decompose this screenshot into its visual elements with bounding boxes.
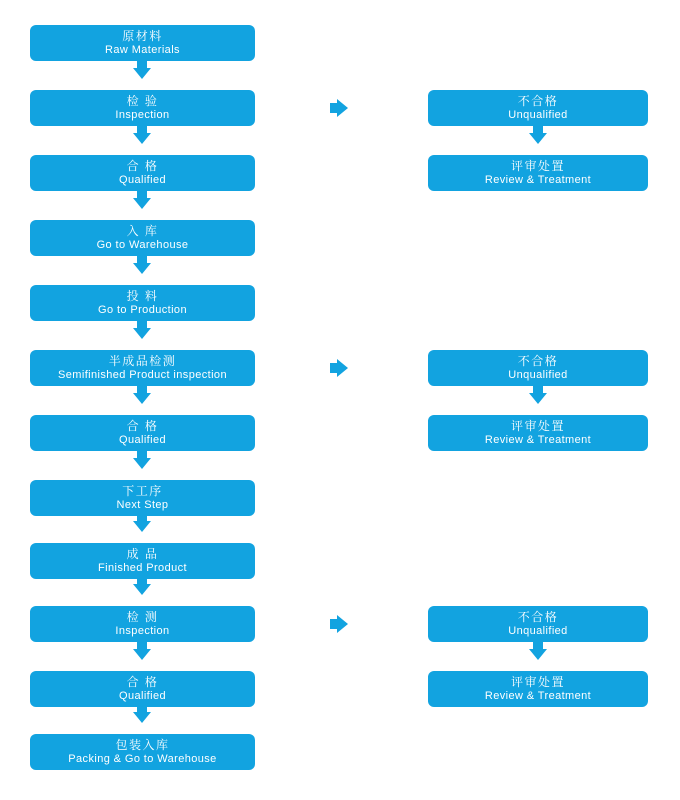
node-label-en: Review & Treatment bbox=[484, 433, 592, 446]
branch-node-4 bbox=[428, 415, 648, 451]
process-node-6 bbox=[30, 350, 255, 386]
node-label-en: Review & Treatment bbox=[484, 689, 592, 702]
process-node-1 bbox=[30, 25, 255, 61]
node-label-en: Unqualified bbox=[508, 624, 568, 637]
node-label-cn: 半成品检测 bbox=[108, 353, 177, 368]
process-node-5 bbox=[30, 285, 255, 321]
node-label-en: Next Step bbox=[116, 498, 169, 511]
node-label-en: Finished Product bbox=[98, 561, 187, 574]
branch-node-1 bbox=[428, 90, 648, 126]
node-label-cn: 成 品 bbox=[126, 546, 159, 561]
process-node-4 bbox=[30, 220, 255, 256]
node-label-en: Qualified bbox=[118, 689, 166, 702]
node-label-en: Qualified bbox=[118, 173, 166, 186]
node-label-en: Semifinished Product inspection bbox=[58, 368, 227, 381]
node-label-cn: 投 料 bbox=[126, 288, 159, 303]
node-label-cn: 不合格 bbox=[517, 93, 559, 108]
process-node-8 bbox=[30, 480, 255, 516]
node-label-en: Raw Materials bbox=[105, 43, 180, 56]
node-label-cn: 下工序 bbox=[122, 483, 163, 498]
branch-node-3 bbox=[428, 350, 648, 386]
node-label-cn: 原材料 bbox=[122, 28, 163, 43]
node-label-en: Packing & Go to Warehouse bbox=[68, 752, 217, 765]
node-label-cn: 评审处置 bbox=[510, 418, 565, 433]
node-label-en: Inspection bbox=[115, 624, 170, 637]
node-label-en: Review & Treatment bbox=[484, 173, 592, 186]
node-label-cn: 评审处置 bbox=[510, 158, 565, 173]
node-label-cn: 入 库 bbox=[126, 223, 159, 238]
process-node-7 bbox=[30, 415, 255, 451]
node-label-cn: 不合格 bbox=[517, 609, 559, 624]
process-node-9 bbox=[30, 543, 255, 579]
node-label-en: Qualified bbox=[118, 433, 166, 446]
node-label-cn: 合 格 bbox=[126, 158, 159, 173]
node-label-cn: 合 格 bbox=[126, 674, 159, 689]
node-label-en: Inspection bbox=[115, 108, 170, 121]
node-label-en: Unqualified bbox=[508, 368, 568, 381]
node-label-en: Go to Warehouse bbox=[96, 238, 189, 251]
process-node-3 bbox=[30, 155, 255, 191]
branch-node-5 bbox=[428, 606, 648, 642]
node-label-cn: 合 格 bbox=[126, 418, 159, 433]
node-label-cn: 检 验 bbox=[126, 93, 159, 108]
node-label-cn: 检 测 bbox=[126, 609, 159, 624]
process-node-2 bbox=[30, 90, 255, 126]
branch-node-6 bbox=[428, 671, 648, 707]
node-label-cn: 包装入库 bbox=[115, 737, 170, 752]
process-node-11 bbox=[30, 671, 255, 707]
process-node-12 bbox=[30, 734, 255, 770]
process-node-10 bbox=[30, 606, 255, 642]
node-label-cn: 评审处置 bbox=[510, 674, 565, 689]
node-label-en: Unqualified bbox=[508, 108, 568, 121]
node-label-en: Go to Production bbox=[98, 303, 187, 316]
node-label-cn: 不合格 bbox=[517, 353, 559, 368]
branch-node-2 bbox=[428, 155, 648, 191]
